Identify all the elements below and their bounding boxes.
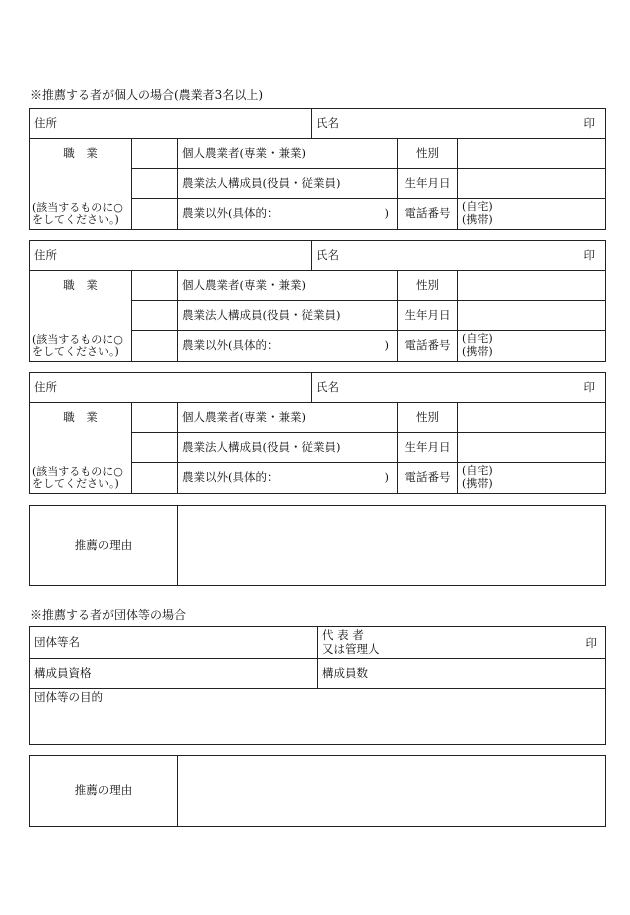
home-phone-label: (自宅) [462, 200, 493, 214]
individual-reason-table [29, 505, 606, 586]
phone-label: 電話番号 [398, 463, 458, 494]
occupation-option-1: 個人農業者(専業・兼業) [178, 271, 398, 301]
representative-label-1: 代 表 者 [322, 628, 364, 643]
section1-heading: ※推薦する者が個人の場合(農業者3名以上) [30, 88, 263, 102]
occupation-option-2: 農業法人構成員(役員・従業員) [178, 301, 398, 331]
occupation-note: (該当するものに○をしてください。) [30, 433, 132, 494]
member-qualification-label: 構成員資格 [34, 665, 92, 680]
address-cell[interactable] [30, 373, 312, 403]
seal-mark: 印 [583, 379, 596, 394]
occupation-note: (該当するものに○をしてください。) [30, 169, 132, 230]
occupation-option-2: 農業法人構成員(役員・従業員) [178, 169, 398, 199]
section2-heading: ※推薦する者が団体等の場合 [30, 608, 187, 622]
reason-label: 推薦の理由 [30, 506, 178, 586]
sex-field[interactable] [458, 271, 606, 301]
address-cell[interactable] [30, 241, 312, 271]
mobile-phone-label: (携帯) [462, 477, 493, 490]
occupation-check-1[interactable] [132, 139, 178, 169]
phone-field[interactable] [458, 463, 606, 494]
occupation-option-2: 農業法人構成員(役員・従業員) [178, 433, 398, 463]
occupation-option-3[interactable]: 農業以外(具体的： ) [178, 199, 398, 230]
occupation-check-2[interactable] [132, 433, 178, 463]
occupation-check-2[interactable] [132, 301, 178, 331]
occupation-check-3[interactable] [132, 331, 178, 362]
member-qualification-cell[interactable] [30, 659, 318, 689]
sex-field[interactable] [458, 139, 606, 169]
occupation-option-3[interactable]: 農業以外(具体的： ) [178, 463, 398, 494]
birth-label: 生年月日 [398, 301, 458, 331]
phone-label: 電話番号 [398, 331, 458, 362]
reason-field[interactable] [178, 756, 606, 827]
purpose-label: 団体等の目的 [34, 690, 103, 704]
birth-field[interactable] [458, 169, 606, 199]
member-count-label: 構成員数 [322, 665, 368, 680]
occupation-check-2[interactable] [132, 169, 178, 199]
home-phone-label: (自宅) [462, 464, 493, 478]
birth-label: 生年月日 [398, 169, 458, 199]
organization-reason-table [29, 755, 606, 827]
representative-label-2: 又は管理人 [322, 641, 380, 656]
sex-label: 性別 [398, 403, 458, 433]
phone-label: 電話番号 [398, 199, 458, 230]
member-count-cell[interactable] [318, 659, 606, 689]
address-cell[interactable] [30, 109, 312, 139]
occupation-option-1: 個人農業者(専業・兼業) [178, 139, 398, 169]
seal-mark: 印 [583, 115, 596, 130]
occupation-check-1[interactable] [132, 403, 178, 433]
address-label: 住所 [34, 115, 57, 130]
seal-mark: 印 [585, 636, 597, 651]
name-cell[interactable] [312, 109, 606, 139]
home-phone-label: (自宅) [462, 332, 493, 346]
name-label: 氏名 [316, 379, 340, 394]
seal-mark: 印 [583, 247, 596, 262]
individual-block-3 [29, 372, 606, 494]
reason-label: 推薦の理由 [30, 756, 178, 827]
birth-label: 生年月日 [398, 433, 458, 463]
address-label: 住所 [34, 247, 57, 262]
purpose-cell[interactable] [30, 689, 606, 745]
occupation-check-3[interactable] [132, 199, 178, 230]
name-cell[interactable] [312, 241, 606, 271]
mobile-phone-label: (携帯) [462, 345, 493, 358]
sex-field[interactable] [458, 403, 606, 433]
occupation-option-1: 個人農業者(専業・兼業) [178, 403, 398, 433]
occupation-label: 職 業 [30, 139, 132, 169]
occupation-label: 職 業 [30, 403, 132, 433]
individual-block-1 [29, 108, 606, 230]
representative-cell[interactable] [318, 627, 606, 659]
name-label: 氏名 [316, 247, 340, 262]
phone-field[interactable] [458, 199, 606, 230]
sex-label: 性別 [398, 139, 458, 169]
occupation-check-1[interactable] [132, 271, 178, 301]
phone-field[interactable] [458, 331, 606, 362]
occupation-option-3[interactable]: 農業以外(具体的： ) [178, 331, 398, 362]
individual-block-2 [29, 240, 606, 362]
sex-label: 性別 [398, 271, 458, 301]
name-label: 氏名 [316, 115, 340, 130]
occupation-note: (該当するものに○をしてください。) [30, 301, 132, 362]
org-name-label: 団体等名 [34, 634, 80, 649]
mobile-phone-label: (携帯) [462, 213, 493, 226]
reason-field[interactable] [178, 506, 606, 586]
birth-field[interactable] [458, 433, 606, 463]
occupation-check-3[interactable] [132, 463, 178, 494]
name-cell[interactable] [312, 373, 606, 403]
birth-field[interactable] [458, 301, 606, 331]
address-label: 住所 [34, 379, 57, 394]
org-name-cell[interactable] [30, 627, 318, 659]
organization-table [29, 626, 606, 745]
occupation-label: 職 業 [30, 271, 132, 301]
